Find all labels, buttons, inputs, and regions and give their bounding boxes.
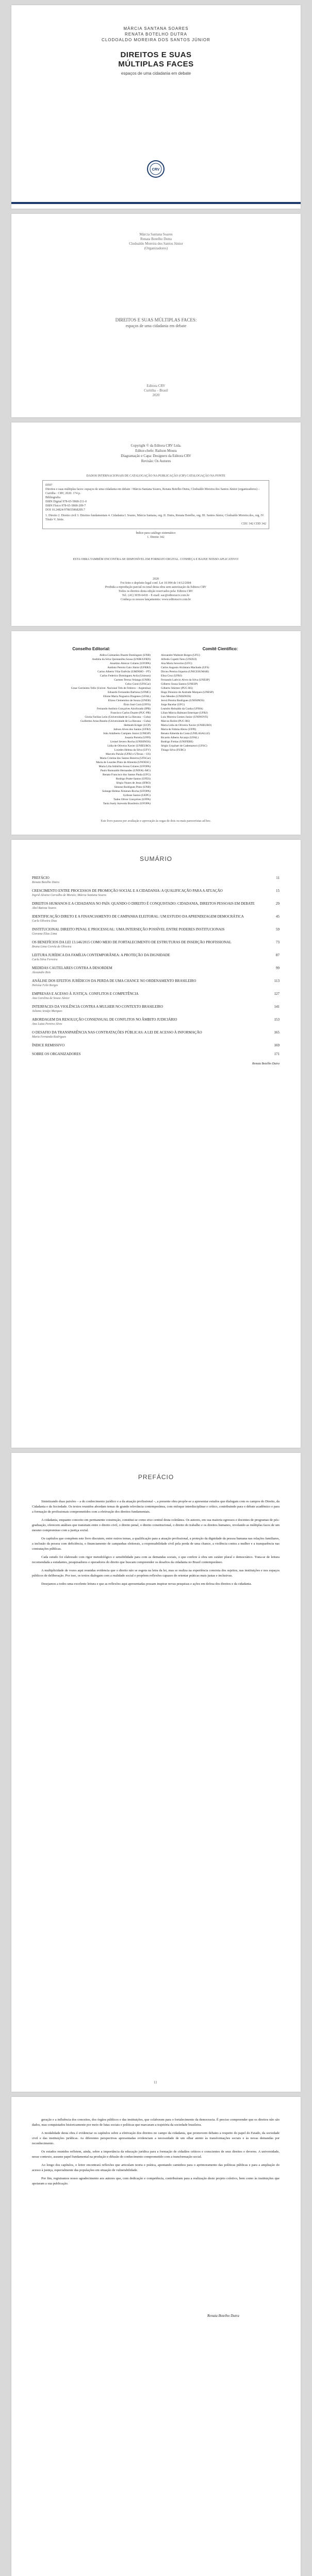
board-member: Rodrigo Freitas (UNIFEBE) bbox=[161, 740, 193, 743]
board-member: Carmen Tereza Velanga (UNIR) bbox=[114, 679, 151, 682]
toc-entry-author: Giovana Elias Lima bbox=[32, 933, 57, 936]
organizer-role: (Organizadores) bbox=[144, 246, 168, 250]
body-paragraph: Desejamos a todos uma excelente leitura e que as reflexões aqui apresentadas possam inspirar novas pesquisas e ações em defesa dos direitos e da cidadania. bbox=[41, 1582, 252, 1586]
editorial-board-page bbox=[11, 631, 301, 835]
board-member: Francisco Carlos Duarte (PUC-PR) bbox=[110, 711, 151, 715]
toc-row bbox=[32, 1043, 280, 1048]
toc-entry[interactable] bbox=[32, 1018, 280, 1026]
board-member: João Adalberto Campato Junior (UNESP) bbox=[103, 732, 151, 735]
index-line: 1. Direito 342 bbox=[147, 536, 165, 539]
cip-doi: DOI 10.24824/978655868209.7 bbox=[45, 509, 85, 512]
board-member: Luiz Moreira Gomes Junior (UNINOVE) bbox=[161, 716, 208, 719]
toc-row bbox=[32, 927, 280, 932]
toc-row bbox=[32, 902, 280, 906]
publisher-logo-icon bbox=[146, 160, 165, 178]
toc-entry[interactable] bbox=[32, 902, 280, 910]
board-member: Sydione Santos (UEPG) bbox=[123, 794, 151, 797]
organizer-name: Márcia Santana Soares bbox=[139, 232, 173, 236]
toc-row bbox=[32, 876, 280, 880]
toc-entry[interactable] bbox=[32, 992, 280, 1001]
toc-entry[interactable] bbox=[32, 876, 280, 885]
organizer-name: Clodoaldo Moreira dos Santos Júnior bbox=[129, 242, 183, 246]
organizer-name: Renata Botelho Dutra bbox=[140, 237, 172, 241]
cover-title bbox=[11, 50, 301, 69]
cip-bibliography: Bibliografia bbox=[45, 496, 60, 499]
toc-row bbox=[32, 1030, 280, 1035]
toc-entry[interactable] bbox=[32, 940, 280, 949]
year: 2020 bbox=[152, 393, 160, 397]
toc-entry-author: Ana Carolina de Souza Júnior bbox=[32, 997, 70, 1000]
board-member: Eduardo Fernandes Barbosa (UFMG) bbox=[108, 691, 151, 694]
half-title-main: DIREITOS E SUAS MÚLTIPLAS FACES: bbox=[115, 317, 197, 323]
board-member: Fernando Laércio Alves da Silva (UNESP) bbox=[161, 679, 210, 682]
toc-entry-page: 73 bbox=[276, 940, 280, 944]
toc-entry-page: 29 bbox=[276, 902, 280, 906]
board-member: Renato Francisco dos Santos Paula (UFG) bbox=[102, 773, 151, 776]
publisher: Editora CRV bbox=[146, 384, 166, 388]
board-member: Carlos Federico Dominguez Avila (Unieuro) bbox=[100, 674, 151, 677]
toc-row bbox=[32, 953, 280, 958]
toc-entry-page: 171 bbox=[274, 1052, 280, 1056]
board-member: Jeová Pereira Rodrigues (UNISINOS) bbox=[161, 699, 205, 702]
half-title-page bbox=[11, 214, 301, 417]
toc-entry[interactable] bbox=[32, 1005, 280, 1013]
toc-row bbox=[32, 979, 280, 984]
body-paragraph: Os estudos reunidos refletem, ainda, sobre a importância da educação jurídica para a formação de cidadãos críticos e conscientes de seus direitos e deveres. A universidade, nesse contexto, assume papel fundamental na produção e difusão do conhecimento comprometido com a transformação social. bbox=[32, 2150, 280, 2159]
toc-entry-author: Heloísa Feliz Borges bbox=[32, 984, 58, 987]
toc-entry[interactable] bbox=[32, 953, 280, 962]
board-member: Maria de Fátima Abreu (UFPI) bbox=[161, 728, 196, 731]
rights-year: 2020 bbox=[153, 578, 159, 581]
city: Curitiba – Brasil bbox=[144, 388, 168, 393]
cip-body: Direitos e suas múltiplas faces: espaços de uma cidadania em debate / Márcia Santana Soares, Renata Botelho Dutra, Clodoaldo Moreira dos Santos Júnior (organizadores) – Curitiba : CRV, 2020. 174 p. bbox=[45, 488, 260, 495]
board-member: Maria Lília Imbiriba Sousa Colares (UFOPA) bbox=[98, 765, 151, 768]
toc-entry-page: 45 bbox=[276, 914, 280, 919]
board-member: Anselmo Alencar Colares (UFOPA) bbox=[109, 662, 151, 665]
toc-entry-title: SOBRE OS ORGANIZADORES bbox=[32, 1052, 81, 1056]
toc-entry-page: 153 bbox=[274, 1018, 280, 1022]
board-member: Antônio Pereira Gaio Júnior (UFRRJ) bbox=[107, 666, 151, 669]
toc-row bbox=[32, 940, 280, 945]
toc-page bbox=[11, 840, 301, 1448]
publisher-logo-text: CRV bbox=[152, 168, 160, 172]
board-member: Elisa Cruz (UFRJ) bbox=[161, 674, 182, 677]
toc-entry[interactable] bbox=[32, 966, 280, 975]
page-number: 11 bbox=[154, 2080, 157, 2084]
page-12-body bbox=[32, 2117, 280, 2190]
toc-row bbox=[32, 1052, 280, 1057]
board-member: Ricardo Alberto Arcanjo (UFAL) bbox=[161, 736, 199, 739]
toc-row bbox=[32, 889, 280, 893]
board-member: Hugo Dionísio de Andrade Marques (UNESP) bbox=[161, 691, 214, 694]
cover-author: CLODOALDO MOREIRA DOS SANTOS JÚNIOR bbox=[102, 38, 210, 42]
cover-title-line: DIREITOS E SUAS bbox=[120, 50, 192, 59]
board-member: Leonel Severo Rocha (UNISINOS) bbox=[110, 740, 151, 743]
board-member: Leandro Reinaldo da Cunha (UFBA) bbox=[161, 707, 203, 710]
board-right-list bbox=[161, 654, 280, 752]
board-member: Rodrigo Pratte-Santos (UFES) bbox=[116, 777, 151, 781]
board-member: Elizeu Clementino de Souza (UNEB) bbox=[108, 699, 151, 702]
cip-box bbox=[42, 480, 269, 529]
toc-entry-title: O DESAFIO DA TRANSPARÊNCIA NAS CONTRATAÇÕES PÚBLICAS: A LEI DE ACESSO À INFORMAÇÃO bbox=[32, 1030, 202, 1035]
toc-entry[interactable] bbox=[32, 927, 280, 936]
toc-entry-title: CRESCIMENTO ENTRE PROCESSOS DE PROMOÇÃO SOCIAL E A CIDADANIA: A QUALIFICAÇÃO PARA A ATUAÇÃO bbox=[32, 889, 223, 893]
contact-line: Tel.: (41) 3039-6418 – E-mail: sac@editoracrv.com.br bbox=[122, 594, 190, 597]
toc-entry-title: MEDIDAS CAUTELARES CONTRA A DESORDEM bbox=[32, 966, 112, 970]
cover-author: MÁRCIA SANTANA SOARES bbox=[123, 26, 189, 31]
toc-footer-author: Renata Botelho Dutra bbox=[252, 1062, 280, 1065]
toc-entry-title: ÍNDICE REMISSIVO bbox=[32, 1043, 65, 1047]
copyright-page bbox=[11, 422, 301, 626]
half-title-subtitle: espaços de uma cidadania em debate bbox=[125, 324, 187, 328]
board-right-title: Comitê Científico: bbox=[202, 647, 238, 651]
board-member: Jorge Bacelar (UFG) bbox=[161, 703, 185, 706]
toc-row bbox=[32, 992, 280, 996]
board-member: Tadeu Oliver Gonçalves (UFPA) bbox=[113, 798, 151, 801]
page-12 bbox=[11, 2097, 301, 2576]
board-note: Este livro passou por avaliação e aprovação às cegas de dois ou mais pareceristas ad hoc. bbox=[101, 820, 211, 823]
toc-entry-page: 87 bbox=[276, 953, 280, 957]
toc-list bbox=[32, 876, 280, 1066]
board-member: Gilberto Stürmer (PUC-RS) bbox=[161, 687, 193, 690]
toc-entry-author: Juliana Araújo Marques bbox=[32, 1010, 62, 1013]
board-member: Maria Cristina dos Santos Bezerra (UFSCar) bbox=[100, 757, 151, 760]
toc-entry-title: EMPRESAS E ACESSO À JUSTIÇA: CONFLITOS E COMPETÊNCIA bbox=[32, 992, 139, 996]
rights-line: Foi feito o depósito legal conf. Lei 10.994 de 14/12/2004 bbox=[120, 582, 191, 585]
imprint bbox=[11, 384, 301, 398]
body-paragraph: A modalidade desta obra é evidenciar os capítulos sobre a efetivação dos direitos no campo da cidadania, que promovem debates a respeito do papel do Estado, da sociedade civil e das instituições jurídicas. As diferentes perspectivas apresentadas evidenciam a necessidade de um olhar atento às transformações sociais e às novas demandas por reconhecimento. bbox=[32, 2131, 280, 2145]
rights-line: Todos os direitos desta edição reservados pela: Editora CRV bbox=[118, 590, 193, 593]
toc-entry-title: ANÁLISE DOS EFEITOS JURÍDICOS DA PERDA DE UMA CHANCE NO ORDENAMENTO BRASILEIRO bbox=[32, 979, 196, 983]
preface-page bbox=[11, 1453, 301, 2092]
board-member: Dirceu Pereira Siqueira (UNICESUMAR) bbox=[161, 670, 209, 673]
cip-subjects: 1. Direito 2. Direito civil 3. Direitos fundamentais 4. Cidadania I. Soares, Márcia Santana, org. II. Dutra, Renata Botelho, org. III. Santos Júnior, Clodoaldo Moreira dos, org. IV. Título V. Série. bbox=[45, 514, 265, 521]
board-member: Maria de Lourdes Pinto de Almeida (UNOESC) bbox=[96, 761, 151, 764]
cip-code: D597 bbox=[45, 484, 53, 487]
board-member: Alfredo Copetti Neto (UNIJUI) bbox=[161, 658, 197, 661]
board-member: Cesar Gerónimo Tello (Univer. Nacional Três de Febrero – Argentina) bbox=[71, 687, 151, 690]
body-paragraph: Cada estudo foi elaborado com rigor metodológico e sensibilidade para com as demandas sociais, o que confere à obra um caráter plural e democrático. Trata-se de leitura recomendada a estudantes, pesquisadores e operadores do direito que buscam compreender os desafios da cidadania no Brasil contemporâneo. bbox=[32, 1555, 280, 1564]
preface-title: PREFÁCIO bbox=[138, 1473, 174, 1481]
toc-entry-author: Ingrid Alvarez Carvalho de Morais; Márcia Santana Soares bbox=[32, 894, 107, 897]
toc-entry-author: Carla Oliveira Dias bbox=[32, 920, 57, 923]
toc-entry-page: 141 bbox=[274, 1005, 280, 1009]
cover-title-line: MÚLTIPLAS FACES bbox=[118, 60, 194, 69]
board-member: Marcelo Paixão (UFRJ e UTexas – US) bbox=[106, 753, 151, 756]
toc-row bbox=[32, 966, 280, 971]
cip-isbn: ISBN Digital 978-65-5868-211-0 bbox=[45, 500, 87, 503]
board-member: Élsio José Corá (UFFS) bbox=[123, 703, 151, 706]
body-paragraph: A multiplicidade de vozes aqui reunidas evidencia que o direito não se esgota na letra da lei, mas se realiza na experiência concreta dos sujeitos, nas instituições e nos espaços públicos de deliberação. Por isso, os textos dialogam com a realidade social e propõem reflexões capazes de orientar práticas mais justas e inclusivas. bbox=[32, 1569, 280, 1578]
toc-entry[interactable] bbox=[32, 1052, 280, 1057]
board-member: Helmuth Krüger (UCP) bbox=[124, 724, 151, 727]
cover-author: RENATA BOTELHO DUTRA bbox=[124, 32, 188, 37]
body-paragraph: Os capítulos que compõem este livro discutem, entre outros temas, a qualificação para a atuação profissional, a proteção da dignidade da pessoa humana nas relações familiares, a inclusão da pessoa com deficiência, o financiamento de campanhas eleitorais, a responsabilidade civil pela perda de uma chance, a violência contra a mulher e a transparência nas contratações públicas. bbox=[32, 1537, 280, 1551]
body-paragraph: Por fim, registramos nosso agradecimento aos autores que, com dedicação e competência, contribuíram para a realização deste projeto coletivo, bem como às instituições que apoiaram a sua publicação. bbox=[32, 2177, 280, 2185]
toc-entry-title: IDENTIFICAÇÃO DIRETO E A FINANCIAMENTO DE CAMPANHA ELEITORAL: UM ESTUDO DA APRENDIZAGEM DEMOCRÁTICA bbox=[32, 914, 244, 919]
toc-entry[interactable] bbox=[32, 1030, 280, 1039]
board-member: Andréia da Silva Quintanilha Sousa (UNIR/UFRN) bbox=[92, 658, 151, 661]
board-member: Jailson Alves dos Santos (UFRJ) bbox=[113, 728, 151, 731]
board-left-list bbox=[32, 654, 151, 806]
toc-row bbox=[32, 1018, 280, 1022]
toc-entry-page: 169 bbox=[274, 1043, 280, 1047]
board-member: Gloria Fariñas León (Universidade de La Havana – Cuba) bbox=[85, 716, 151, 719]
toc-entry-title: ABORDAGEM DA RESOLUÇÃO CONSENSUAL DE CONFLITOS NO ÂMBITO JUDICIÁRIO bbox=[32, 1018, 177, 1022]
body-paragraph: Ao longo dos capítulos, o leitor encontrará reflexões que articulam teoria e prática, apontando caminhos para o aprimoramento das políticas públicas e para a ampliação do acesso à justiça, especialmente das populações em situação de vulnerabilidade. bbox=[32, 2163, 280, 2172]
toc-entry-title: INTERFACES DA VIOLÊNCIA CONTRA A MULHER NO CONTEXTO BRASILEIRO bbox=[32, 1005, 163, 1009]
board-member: Simone Rodrigues Pinto (UNB) bbox=[114, 786, 151, 789]
toc-title: SUMÁRIO bbox=[139, 855, 172, 862]
board-member: Sérgio Urquhart de Cademartori (UFSC) bbox=[161, 744, 207, 748]
board-member: Paulo Romualdo Hernandes (UNIFAL-MG) bbox=[100, 769, 151, 772]
toc-entry-author: Ana Luiza Pereira Alves bbox=[32, 1023, 62, 1026]
site-line: Conheça os nossos lançamentos: www.editoracrv.com.br bbox=[120, 598, 191, 601]
board-member: Lídia de Oliveira Xavier (UNIEURO) bbox=[107, 744, 151, 748]
cover-authors bbox=[11, 26, 301, 43]
toc-entry-author: Bruna Lima Corrêa de Oliveira bbox=[32, 945, 72, 948]
toc-entry[interactable] bbox=[32, 1043, 280, 1048]
toc-entry-title: DIREITOS HUMANOS E A CIDADANIA NO PAÍS: QUANDO O DIREITO É CONQUISTADO: CIDADANIA, DIREITOS PESSOAIS EM DEBATE bbox=[32, 902, 255, 906]
cover-subtitle: espaços de uma cidadania em debate bbox=[121, 71, 191, 76]
toc-entry[interactable] bbox=[32, 889, 280, 897]
toc-entry-author: Carla Silva Ferreira bbox=[32, 958, 58, 961]
cip-isbn: ISBN Físico 978-65-5868-209-7 bbox=[45, 504, 86, 507]
toc-entry-page: 165 bbox=[274, 1030, 280, 1035]
board-left bbox=[32, 647, 151, 806]
ebook-note: ESTA OBRA TAMBÉM ENCONTRA-SE DISPONÍVEL EM FORMATO DIGITAL. CONHEÇA E BAIXE NOSSO APLICATIVO! bbox=[73, 558, 239, 561]
toc-entry[interactable] bbox=[32, 914, 280, 923]
index-title: Índice para catálogo sistemático bbox=[136, 532, 176, 535]
body-paragraph: A cidadania, enquanto conceito em permanente construção, constitui-se como eixo central desta coletânea. Os autores, em sua maioria egressos e docentes de programas de pós-graduação, oferecem análises que transitam entre o direito civil, o direito penal, o direito constitucional, o direito do trabalho e os direitos humanos, revelando as múltiplas faces de um mesmo compromisso com a justiça social. bbox=[32, 1518, 280, 1532]
board-member: Marcos Rolim (PUC-RS) bbox=[161, 720, 190, 723]
rights-line: Proibida a reprodução parcial ou total desta obra sem autorização da Editora CRV bbox=[105, 586, 207, 589]
board-member: Sérgio Nunes de Jesus (IFRO) bbox=[116, 782, 151, 785]
board-member: Alexandre Walmott Borges (UFU) bbox=[161, 654, 200, 657]
body-paragraph: geração e a influência dos conceitos, dos órgãos públicos e das instituições, que colaboram para o fortalecimento da democracia. É preciso compreender que os direitos não são dados, mas conquistados historicamente por meio de lutas sociais e políticas que marcaram a trajetória da sociedade brasileira. bbox=[32, 2118, 280, 2127]
half-title bbox=[11, 317, 301, 329]
board-member: Maria Lidia de Oliveira Xavier (UNIEURO) bbox=[161, 724, 212, 727]
toc-row bbox=[32, 1005, 280, 1009]
copyright-line: Revisão: Os Autores bbox=[141, 459, 171, 463]
board-member: Solange Helena Ximenes-Rocha (UFOPA) bbox=[102, 790, 151, 793]
cip-title: DADOS INTERNACIONAIS DE CATALOGAÇÃO NA PUBLICAÇÃO (CIP) CATALOGAÇÃO NA FONTE bbox=[86, 474, 225, 478]
board-member: Guillermo Arias Beatón (Universidade de La Havana – Cuba) bbox=[80, 720, 151, 723]
board-member: Carlos Alberto Vilar Estêvão (UMINHO – PT) bbox=[97, 670, 151, 673]
toc-row bbox=[32, 914, 280, 919]
toc-entry-page: 127 bbox=[274, 992, 280, 996]
toc-entry-author: Abel Batista Soares bbox=[32, 907, 57, 910]
copyright-header bbox=[11, 443, 301, 464]
board-member: Carlos Augusto Alcântara Machado (UFS) bbox=[161, 666, 209, 669]
board-member: Ana Maria Severino (UFG) bbox=[161, 662, 192, 665]
toc-entry-page: 15 bbox=[276, 889, 280, 893]
board-member: Fernando Antônio Gonçalves Alcoforado (IPB) bbox=[96, 707, 151, 710]
cover-bottom-rule bbox=[11, 202, 301, 204]
toc-entry-author: Renata Botelho Dutra bbox=[32, 881, 59, 884]
board-member: Lílian Márcia Balmant Emerique (UFRJ) bbox=[161, 711, 208, 715]
cip-block bbox=[42, 474, 269, 539]
copyright-line: Diagramação e Capa: Designers da Editora CRV bbox=[121, 454, 191, 458]
toc-entry-page: 11 bbox=[276, 876, 280, 880]
toc-entry-author: Maria Fernanda Rodrigues bbox=[32, 1036, 67, 1039]
copyright-line: Copyright © da Editora CRV Ltda. bbox=[130, 444, 182, 448]
board-member: Iran Mendes (UNISINOS) bbox=[161, 695, 191, 698]
toc-entry[interactable] bbox=[32, 979, 280, 988]
cip-cdu: CDU 342 CDD 342 bbox=[241, 522, 266, 526]
board-member: Josania Portela (UFPI) bbox=[124, 736, 151, 739]
toc-entry-author: Alexandre Reis bbox=[32, 971, 51, 974]
cover-page bbox=[11, 5, 301, 209]
rights-block bbox=[42, 577, 269, 602]
board-member: Elione Maria Nogueira Diogenes (UFAL) bbox=[103, 695, 151, 698]
signature: Renata Botelho Dutra bbox=[207, 2314, 239, 2318]
toc-entry-page: 113 bbox=[274, 979, 280, 983]
toc-entry-page: 99 bbox=[276, 966, 280, 970]
toc-entry-title: OS BENEFÍCIOS DA LEI 13.146/2015 COMO MEIO DE FORTALECIMENTO DE ESTRUTURAS DE INSERÇÃO PROFISSIONAL bbox=[32, 940, 232, 944]
board-left-title: Conselho Editorial: bbox=[72, 647, 110, 651]
board-member: Renata Almeida da Costa (UNILASALLE) bbox=[161, 732, 210, 735]
toc-entry-page: 59 bbox=[276, 927, 280, 931]
toc-entry-title: PREFÁCIO bbox=[32, 876, 50, 880]
preface-body bbox=[32, 1499, 280, 1590]
board-right bbox=[161, 647, 280, 753]
board-member: Thiago Silva (FURG) bbox=[161, 749, 186, 752]
organizers bbox=[11, 232, 301, 251]
toc-entry-title: LEITURA JURÍDICA DA FAMÍLIA CONTEMPORÂNEA: A PROTEÇÃO DA DIGNIDADE bbox=[32, 953, 170, 957]
board-member: Celso Conti (UFSCar) bbox=[125, 683, 151, 686]
board-member: Lourdes Helena da Silva (UFV) bbox=[114, 749, 151, 752]
board-member: Tania Suely Azevedo Brasileiro (UFOPA) bbox=[103, 802, 151, 805]
board-member: Aldira Guimarães Duarte Domínguez (UNB) bbox=[99, 654, 151, 657]
board-member: Gilberto Sousa Santos (UNESP) bbox=[161, 683, 198, 686]
body-paragraph: Sintetizando duas paixões – a do conhecimento jurídico e a da atuação profissional –, a presente obra propõe-se a apresentar estudos que dialogam com os campos do Direito, da Cidadania e da Sociedade. Os textos reunidos abordam temas de grande relevância contemporânea, com enfoque interdisciplinar e crítico, contribuindo para o debate acadêmico e para a formação de profissionais comprometidos com a efetivação dos direitos fundamentais. bbox=[32, 1500, 280, 1514]
copyright-line: Editor-chefe: Railson Moura bbox=[135, 449, 177, 453]
toc-entry-title: INSTITUCIONAL DIREITO PENAL E PROCESSUAL: UMA INTERSEÇÃO POSSÍVEL ENTRE PODERES INSTITUCIONAIS bbox=[32, 927, 225, 931]
